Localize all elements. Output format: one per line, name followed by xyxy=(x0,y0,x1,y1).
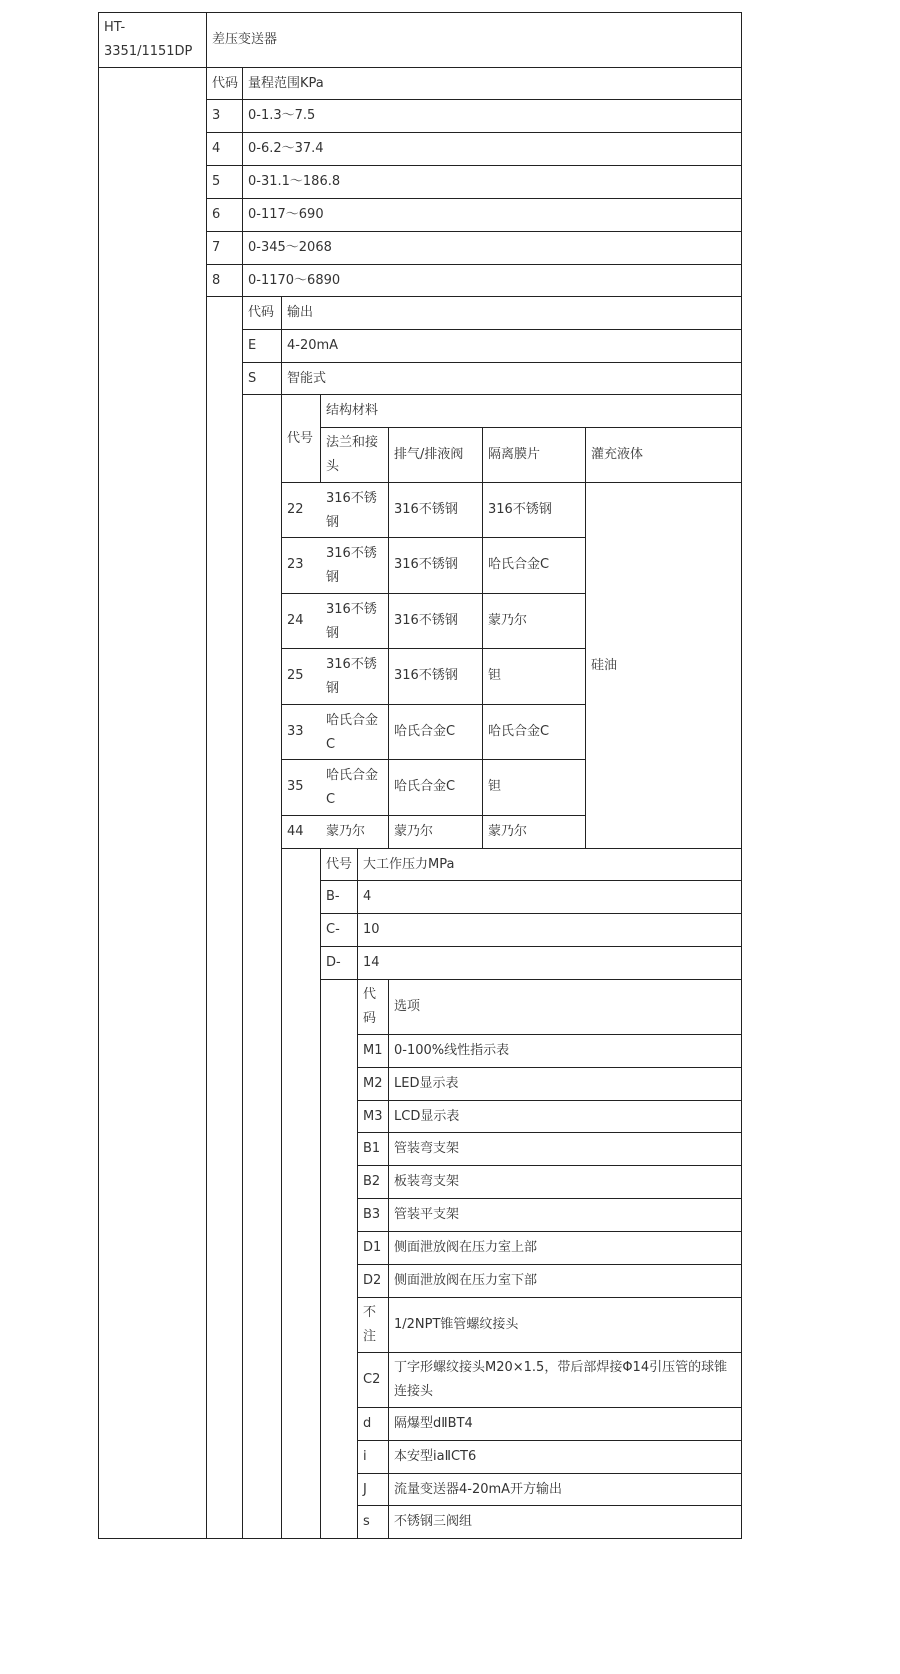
option-text: 1/2NPT锥管螺纹接头 xyxy=(394,1317,519,1332)
material-col-diaphragm: 隔离膜片 xyxy=(488,447,541,462)
option-text: 侧面泄放阀在压力室下部 xyxy=(394,1273,538,1288)
grid-line xyxy=(357,1034,742,1035)
product-name: 差压变送器 xyxy=(212,32,278,47)
option-text: LED显示表 xyxy=(394,1076,459,1091)
grid-line xyxy=(357,1297,742,1298)
grid-line xyxy=(320,427,742,428)
range-code: 8 xyxy=(212,273,221,288)
output-code: S xyxy=(248,371,257,386)
material-diaphragm: 钽 xyxy=(488,779,502,794)
range-code-header: 代码 xyxy=(212,76,239,91)
option-code: D2 xyxy=(363,1273,382,1288)
grid-line xyxy=(206,231,742,232)
grid-line xyxy=(357,1165,742,1166)
grid-line xyxy=(242,329,742,330)
grid-line xyxy=(242,67,243,1539)
grid-line xyxy=(206,198,742,199)
grid-line xyxy=(357,1132,742,1133)
grid-line xyxy=(482,427,483,848)
grid-line xyxy=(281,482,742,483)
pressure-code-header: 代号 xyxy=(326,857,353,872)
grid-line xyxy=(242,394,742,395)
grid-line xyxy=(281,593,586,594)
grid-line xyxy=(741,12,742,1539)
material-vent: 316不锈钢 xyxy=(394,502,458,517)
grid-line xyxy=(357,1067,742,1068)
grid-line xyxy=(281,537,586,538)
material-vent: 蒙乃尔 xyxy=(394,824,434,839)
material-code: 23 xyxy=(287,557,304,572)
grid-line xyxy=(320,880,742,881)
grid-line xyxy=(585,427,586,848)
grid-line xyxy=(357,1440,742,1441)
material-flange: 哈氏合金C xyxy=(326,713,379,752)
option-text: 流量变送器4-20mA开方输出 xyxy=(394,1482,563,1497)
pressure-code: D- xyxy=(326,955,341,970)
pressure-header: 大工作压力MPa xyxy=(363,857,455,872)
option-code: D1 xyxy=(363,1240,382,1255)
option-text: LCD显示表 xyxy=(394,1109,460,1124)
material-vent: 316不锈钢 xyxy=(394,668,458,683)
grid-line xyxy=(357,1352,742,1353)
grid-line xyxy=(98,12,742,13)
option-text: 板装弯支架 xyxy=(394,1174,460,1189)
option-code: d xyxy=(363,1416,372,1431)
grid-line xyxy=(320,946,742,947)
material-flange: 蒙乃尔 xyxy=(326,824,366,839)
option-text: 侧面泄放阀在压力室上部 xyxy=(394,1240,538,1255)
grid-line xyxy=(320,394,321,482)
pressure-code: C- xyxy=(326,922,340,937)
range-value: 0-117～690 xyxy=(248,207,324,222)
pressure-value: 14 xyxy=(363,955,380,970)
grid-line xyxy=(98,1538,742,1539)
output-header: 输出 xyxy=(287,305,314,320)
material-code-header: 代号 xyxy=(287,431,314,446)
option-text: 本安型iaⅡCT6 xyxy=(394,1449,477,1464)
range-value: 0-345～2068 xyxy=(248,240,332,255)
grid-line xyxy=(281,848,742,849)
grid-line xyxy=(320,913,742,914)
range-value: 0-1170～6890 xyxy=(248,273,341,288)
grid-line xyxy=(281,296,282,1539)
material-flange: 316不锈钢 xyxy=(326,546,377,585)
material-vent: 哈氏合金C xyxy=(394,724,456,739)
material-code: 25 xyxy=(287,668,304,683)
grid-line xyxy=(357,1231,742,1232)
range-code: 5 xyxy=(212,174,221,189)
grid-line xyxy=(320,848,321,1539)
option-code: C2 xyxy=(363,1372,381,1387)
range-header: 量程范围KPa xyxy=(248,76,324,91)
material-col-vent: 排气/排液阀 xyxy=(394,447,464,462)
material-vent: 316不锈钢 xyxy=(394,613,458,628)
material-code: 33 xyxy=(287,724,304,739)
material-flange: 316不锈钢 xyxy=(326,491,377,530)
option-header: 选项 xyxy=(394,999,421,1014)
material-group-header: 结构材料 xyxy=(326,403,379,418)
material-diaphragm: 蒙乃尔 xyxy=(488,824,528,839)
grid-line xyxy=(242,362,742,363)
output-code-header: 代码 xyxy=(248,305,275,320)
material-diaphragm: 哈氏合金C xyxy=(488,724,550,739)
material-flange: 哈氏合金C xyxy=(326,768,379,807)
option-text: 不锈钢三阀组 xyxy=(394,1514,473,1529)
grid-line xyxy=(206,264,742,265)
option-code: B1 xyxy=(363,1141,381,1156)
option-code: B2 xyxy=(363,1174,381,1189)
grid-line xyxy=(320,979,742,980)
option-text: 管装弯支架 xyxy=(394,1141,460,1156)
option-text: 隔爆型dⅡBT4 xyxy=(394,1416,473,1431)
range-value: 0-6.2～37.4 xyxy=(248,141,324,156)
grid-line xyxy=(357,1505,742,1506)
material-code: 44 xyxy=(287,824,304,839)
material-diaphragm: 钽 xyxy=(488,668,502,683)
output-code: E xyxy=(248,338,257,353)
option-code: B3 xyxy=(363,1207,381,1222)
material-col-fill-fluid: 灌充液体 xyxy=(591,447,644,462)
option-code: M3 xyxy=(363,1109,383,1124)
grid-line xyxy=(357,1100,742,1101)
material-code: 24 xyxy=(287,613,304,628)
grid-line xyxy=(281,648,586,649)
grid-line xyxy=(357,1473,742,1474)
grid-line xyxy=(98,67,742,68)
range-code: 4 xyxy=(212,141,221,156)
range-code: 6 xyxy=(212,207,221,222)
model-number: HT-3351/1151DP xyxy=(104,20,193,59)
grid-line xyxy=(206,132,742,133)
grid-line xyxy=(357,1264,742,1265)
grid-line xyxy=(98,12,99,1539)
grid-line xyxy=(281,815,586,816)
grid-line xyxy=(206,99,742,100)
material-fill-fluid: 硅油 xyxy=(591,658,618,673)
material-flange: 316不锈钢 xyxy=(326,657,377,696)
material-col-flange: 法兰和接头 xyxy=(326,435,379,474)
range-value: 0-31.1～186.8 xyxy=(248,174,341,189)
option-code: s xyxy=(363,1514,370,1529)
range-value: 0-1.3～7.5 xyxy=(248,108,316,123)
range-code: 3 xyxy=(212,108,221,123)
option-text: 管装平支架 xyxy=(394,1207,460,1222)
grid-line xyxy=(206,165,742,166)
material-diaphragm: 316不锈钢 xyxy=(488,502,552,517)
pressure-value: 4 xyxy=(363,889,372,904)
grid-line xyxy=(357,848,358,1539)
material-code: 22 xyxy=(287,502,304,517)
grid-line xyxy=(206,296,742,297)
grid-line xyxy=(281,759,586,760)
option-code-header: 代码 xyxy=(363,987,377,1026)
option-code: J xyxy=(363,1482,367,1497)
pressure-code: B- xyxy=(326,889,340,904)
pressure-value: 10 xyxy=(363,922,380,937)
grid-line xyxy=(388,979,389,1539)
grid-line xyxy=(206,12,207,1539)
output-value: 4-20mA xyxy=(287,338,339,353)
grid-line xyxy=(281,704,586,705)
material-code: 35 xyxy=(287,779,304,794)
option-text: 0-100%线性指示表 xyxy=(394,1043,510,1058)
option-code: 不注 xyxy=(363,1305,377,1344)
option-text: 丁字形螺纹接头M20×1.5，带后部焊接Φ14引压管的球锥连接头 xyxy=(394,1360,728,1399)
material-diaphragm: 蒙乃尔 xyxy=(488,613,528,628)
grid-line xyxy=(388,427,389,848)
output-value: 智能式 xyxy=(287,371,327,386)
material-vent: 316不锈钢 xyxy=(394,557,458,572)
option-code: M2 xyxy=(363,1076,383,1091)
material-flange: 316不锈钢 xyxy=(326,602,377,641)
option-code: M1 xyxy=(363,1043,383,1058)
grid-line xyxy=(357,1407,742,1408)
range-code: 7 xyxy=(212,240,221,255)
material-vent: 哈氏合金C xyxy=(394,779,456,794)
grid-line xyxy=(357,1198,742,1199)
material-diaphragm: 哈氏合金C xyxy=(488,557,550,572)
option-code: i xyxy=(363,1449,367,1464)
